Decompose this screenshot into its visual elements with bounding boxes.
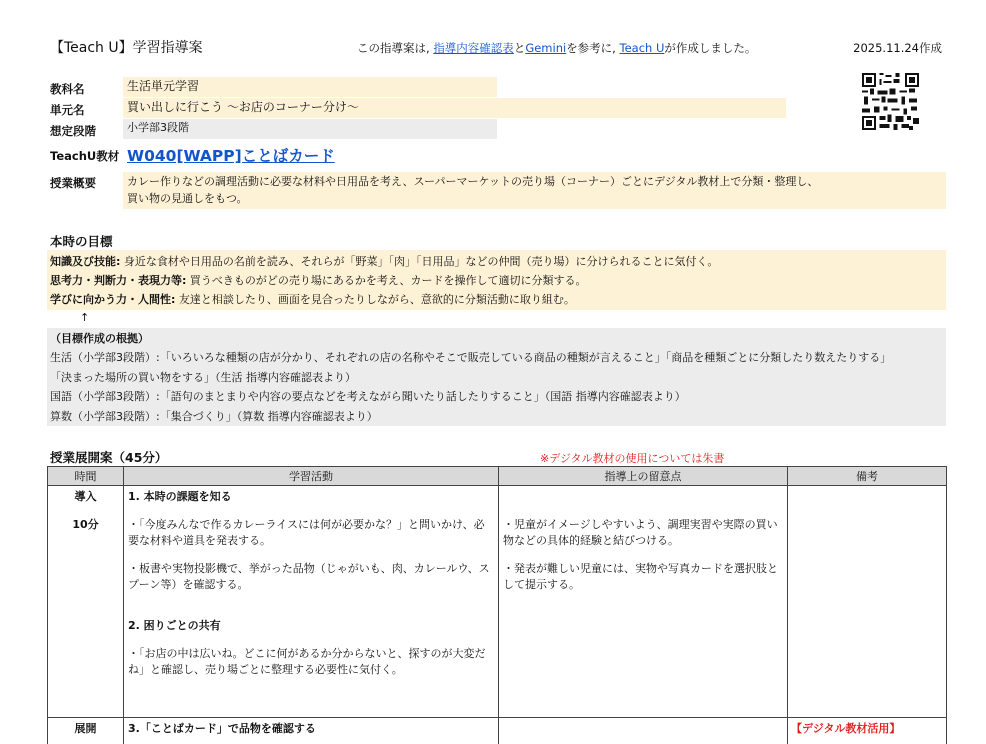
remarks-cell: [788, 486, 947, 718]
plan-heading: 授業展開案（45分）: [50, 450, 168, 465]
step-1-title: 1. 本時の課題を知る: [128, 490, 232, 503]
step-1-item-a: ・「今度みんなで作るカレーライスには何が必要かな？」と問いかけ、必要な材料や道具を発表する。: [128, 518, 485, 547]
goal-knowledge-label: 知識及び技能:: [50, 255, 121, 268]
subject-label: 教科名: [50, 82, 85, 96]
material-link[interactable]: W040[WAPP]ことばカード: [127, 147, 335, 165]
table-row: [48, 486, 947, 718]
credit-mid: を参考に,: [566, 41, 616, 55]
credit-and: と: [513, 41, 526, 55]
unit-value: 買い出しに行こう 〜お店のコーナー分け〜: [123, 98, 786, 118]
goal-thinking-text: 買うべきものがどの売り場にあるかを考え、カードを操作して適切に分類する。: [186, 274, 587, 287]
credit-link-gemini[interactable]: Gemini: [525, 41, 567, 55]
time-cell: [48, 718, 124, 744]
credit-link-checklist[interactable]: 指導内容確認表: [433, 41, 514, 55]
step-2-item-a: ・「お店の中は広いね。どこに何があるか分からないと、探すのが大変だね」と確認し、売り場ごとに整理する必要性に気付く。: [128, 647, 486, 676]
column-header-activity: 学習活動: [124, 467, 499, 486]
remarks-cell: [788, 718, 947, 744]
goal-attitude-text: 友達と相談したり、画面を見合ったりしながら、意欲的に分類活動に取り組む。: [175, 293, 575, 306]
goals-heading: 本時の目標: [50, 234, 113, 249]
goal-thinking: [50, 272, 587, 288]
goal-knowledge-text: 身近な食材や日用品の名前を読み、それらが「野菜」「肉」「日用品」などの仲間（売り場）に分けられることに気付く。: [120, 255, 719, 268]
credit-line: [357, 40, 756, 56]
column-header-notes: 指導上の留意点: [499, 467, 788, 486]
subject-value: 生活単元学習: [123, 77, 497, 97]
phase-development: 展開: [74, 722, 97, 735]
basis-line: 国語（小学部3段階）:「語句のまとまりや内容の要点などを考えながら聞いたり話したりすること」（国語 指導内容確認表より）: [50, 390, 686, 403]
column-header-time: 時間: [48, 467, 124, 486]
step-2-title: 2. 困りごとの共有: [128, 619, 221, 632]
goal-knowledge: [50, 253, 718, 269]
notes-cell: [499, 486, 788, 718]
digital-note: ※デジタル教材の使用については朱書: [540, 452, 725, 465]
goal-thinking-label: 思考力・判断力・表現力等:: [50, 274, 187, 287]
note-item-a: ・児童がイメージしやすいよう、調理実習や実際の買い物などの具体的経験と結びつける。: [503, 518, 778, 547]
basis-heading: （目標作成の根拠）: [50, 332, 149, 345]
level-value: 小学部3段階: [123, 119, 497, 139]
lesson-plan-table: [47, 466, 947, 744]
document-title: 【Teach U】学習指導案: [50, 40, 203, 56]
column-header-remarks: 備考: [788, 467, 947, 486]
goals-box: [47, 250, 946, 310]
basis-line: 算数（小学部3段階）:「集合づくり」（算数 指導内容確認表より）: [50, 410, 378, 423]
digital-material-tag: 【デジタル教材活用】: [791, 722, 901, 735]
qr-code-icon[interactable]: [862, 73, 919, 130]
up-arrow-icon: ↑: [80, 311, 90, 324]
activity-cell: [124, 486, 499, 718]
activity-cell: [124, 718, 499, 744]
credit-pre: この指導案は,: [357, 41, 430, 55]
phase-intro-duration: 10分: [72, 518, 99, 531]
notes-cell: [499, 718, 788, 744]
overview-box: [123, 172, 946, 209]
credit-post: が作成しました。: [664, 41, 757, 55]
step-1-item-b: ・板書や実物投影機で、挙がった品物（じゃがいも、肉、カレールウ、スプーン等）を確認する。: [128, 562, 490, 591]
overview-label: 授業概要: [50, 176, 96, 190]
unit-label: 単元名: [50, 103, 85, 117]
phase-intro: 導入: [74, 490, 97, 503]
material-label: TeachU教材: [50, 149, 120, 163]
table-row: [48, 718, 947, 744]
goal-attitude-label: 学びに向かう力・人間性:: [50, 293, 176, 306]
basis-box: [47, 328, 946, 426]
overview-line-1: カレー作りなどの調理活動に必要な材料や日用品を考え、スーパーマーケットの売り場（コーナー）ごとにデジタル教材上で分類・整理し、: [127, 175, 819, 188]
basis-line: 「決まった場所の買い物をする」（生活 指導内容確認表より）: [50, 371, 356, 384]
overview-line-2: 買い物の見通しをもつ。: [127, 192, 248, 205]
time-cell: [48, 486, 124, 718]
created-date: 2025.11.24作成: [853, 41, 942, 55]
goal-attitude: [50, 291, 575, 307]
credit-link-teachu[interactable]: Teach U: [619, 41, 665, 55]
level-label: 想定段階: [50, 124, 96, 138]
note-item-b: ・発表が難しい児童には、実物や写真カードを選択肢として提示する。: [503, 562, 778, 591]
basis-line: 生活（小学部3段階）:「いろいろな種類の店が分かり、それぞれの店の名称やそこで販売している商品の種類が言えること」「商品を種類ごとに分類したり数えたりする」: [50, 351, 892, 364]
step-3-title: 3.「ことばカード」で品物を確認する: [128, 722, 316, 735]
